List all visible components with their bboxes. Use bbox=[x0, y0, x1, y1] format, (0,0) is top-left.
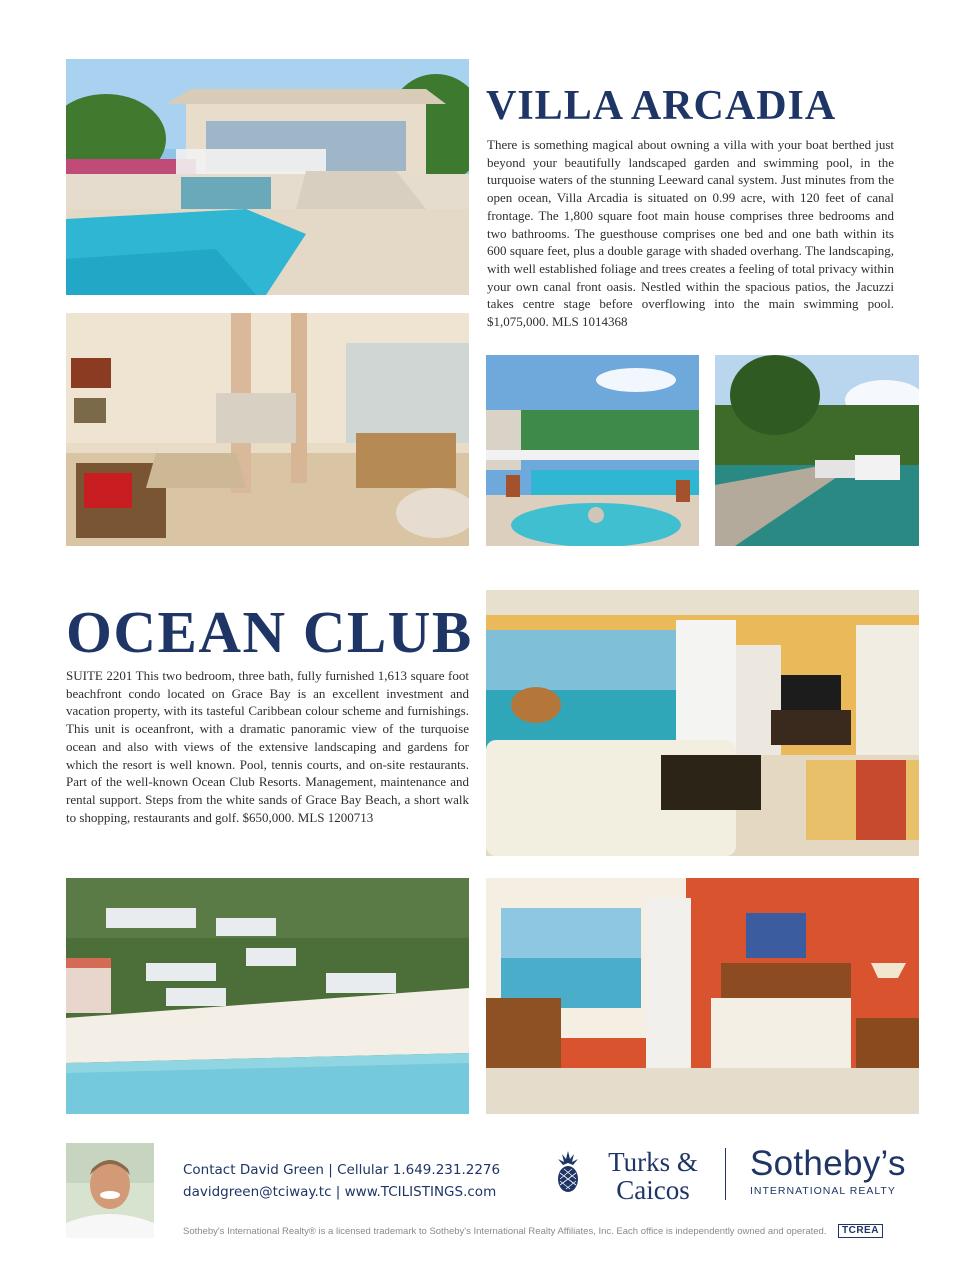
turks-caicos-logo bbox=[598, 1148, 708, 1204]
contact-line-phone: Contact David Green | Cellular 1.649.231.2276 bbox=[183, 1162, 501, 1178]
villa-pool-photo bbox=[66, 59, 469, 295]
tcrea-logo: TCREA bbox=[838, 1224, 883, 1238]
villa-canal-photo bbox=[715, 355, 919, 546]
villa-interior-photo bbox=[66, 313, 469, 546]
villa-jacuzzi-photo bbox=[486, 355, 699, 546]
turks-caicos-line2: Caicos bbox=[616, 1175, 690, 1205]
ocean-club-aerial-photo bbox=[66, 878, 469, 1114]
disclaimer-text: Sotheby's International Realty® is a licensed trademark to Sotheby's International Realty Affiliates, Inc. Each office is independently owned and operated. bbox=[183, 1226, 827, 1237]
ocean-club-description: SUITE 2201 This two bedroom, three bath, fully furnished 1,613 square foot beachfront condo located on Grace Bay is an excellent investment and vacation property, with its tasteful Caribbean colour scheme and furnishings. This unit is oceanfront, with a dramatic panoramic view of the turquoise ocean and also with views of the extensive landscaping and gardens for which the resort is well known. Pool, tennis courts, and on-site restaurants. Part of the well-known Ocean Club Resorts. Management, maintenance and rental support. Steps from the white sands of Grace Bay Beach, a short walk to shopping, restaurants and golf. $650,000. MLS 1200713 bbox=[66, 668, 469, 825]
ocean-club-title: OCEAN CLUB bbox=[66, 599, 473, 665]
ocean-club-bedroom-photo bbox=[486, 878, 919, 1114]
sothebys-name: Sotheby’s bbox=[750, 1144, 906, 1183]
sothebys-logo bbox=[750, 1145, 906, 1197]
villa-title: VILLA ARCADIA bbox=[486, 83, 837, 129]
contact-line-email-website: davidgreen@tciway.tc | www.TCILISTINGS.com bbox=[183, 1184, 497, 1200]
logo-divider bbox=[725, 1148, 726, 1200]
pineapple-icon bbox=[556, 1151, 580, 1193]
turks-caicos-line1: Turks & bbox=[608, 1147, 698, 1177]
sothebys-subtitle: INTERNATIONAL REALTY bbox=[750, 1185, 896, 1197]
villa-description: There is something magical about owning a villa with your boat berthed just beyond your beautifully landscaped garden and swimming pool, in the turquoise waters of the stunning Leeward canal system. Just minutes from the open ocean, Villa Arcadia is situated on 0.99 acre, with 120 feet of canal frontage. The 1,800 square foot main house comprises three bedrooms and two bathrooms. The guesthouse comprises one bed and one bath within its 600 square feet, plus a double garage with shaded overhang. The landscaping, with well established foliage and trees creates a feeling of total privacy within your own canal front oasis. Nestled within the spacious patios, the Jacuzzi takes centre stage before overflowing into the main swimming pool. $1,075,000. MLS 1014368 bbox=[487, 137, 894, 330]
agent-photo bbox=[66, 1143, 154, 1238]
ocean-club-living-room-photo bbox=[486, 590, 919, 856]
